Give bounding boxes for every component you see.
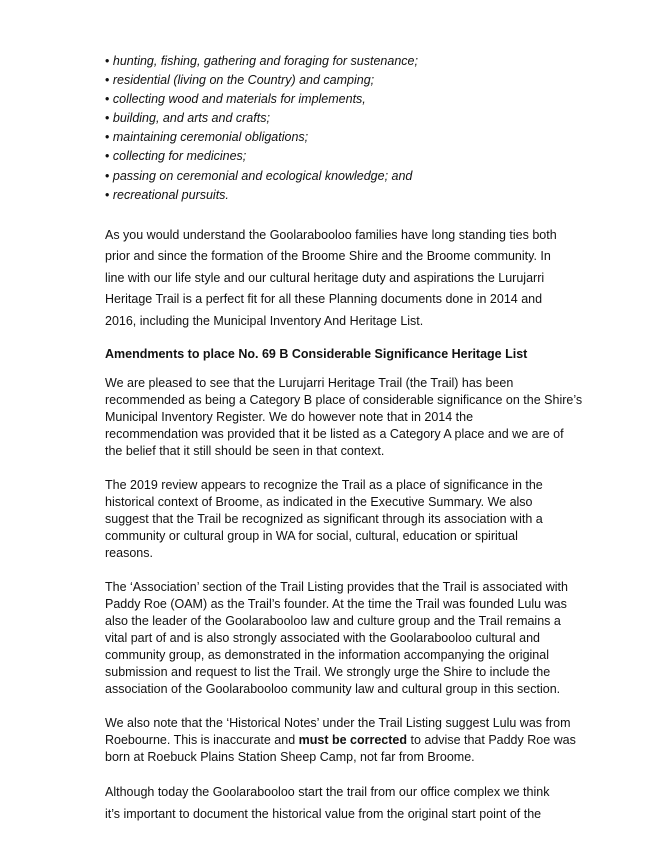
list-item: • hunting, fishing, gathering and foraging for sustenance; (105, 54, 418, 68)
activities-list (105, 52, 605, 205)
list-item: • building, and arts and crafts; (105, 111, 270, 126)
list-item: • collecting wood and materials for implements, (105, 92, 366, 107)
list-item: • residential (living on the Country) and camping; (105, 73, 375, 88)
section-heading: Amendments to place No. 69 B Considerable Significance Heritage List (105, 347, 528, 362)
paragraph-historical-notes: We also note that the ‘Historical Notes’ under the Trail Listing suggest Lulu was from Roebourne. This is inaccurate and must be corrected to advise that Paddy Roe was born at Roebuck Plains Station Sheep Camp, not far from Broome. (105, 716, 576, 765)
paragraph-association: The ‘Association’ section of the Trail Listing provides that the Trail is associated with Paddy Roe (OAM) as the Trail’s founder. At the time the Trail was founded Lulu was also the leader of the Goolarabooloo law and culture group and the Trail remains a vital part of and is also strongly associated with the Goolarabooloo cultural and community group, as demonstrated in the information accompanying the original submission and request to list the Trail. We strongly urge the Shire to include the association of the Goolarabooloo community law and cultural group in this section. (105, 580, 568, 697)
paragraph-start-point: Although today the Goolarabooloo start the trail from our office complex we think it’s important to document the historical value from the original start point of the (105, 785, 550, 821)
list-item: • passing on ceremonial and ecological knowledge; and (105, 168, 413, 183)
list-item: • maintaining ceremonial obligations; (105, 130, 309, 145)
paragraph-category: We are pleased to see that the Lurujarri Heritage Trail (the Trail) has been recommended as being a Category B place of considerable significance on the Shire’s Municipal Inventory Register. We do however note that in 2014 the recommendation was provided that it be listed as a Category A place and we are of the belief that it still should be seen in that context. (105, 376, 583, 459)
emphasis-text: must be corrected (298, 733, 408, 748)
paragraph-family-ties: As you would understand the Goolarabooloo families have long standing ties both prior and since the formation of the Broome Shire and the Broome community. In line with our life style and our cultural heritage duty and aspirations the Lurujarri Heritage Trail is a perfect fit for all these Planning documents done in 2014 and 2016, including the Municipal Inventory And Heritage List. (105, 227, 557, 328)
paragraph-review-2019: The 2019 review appears to recognize the Trail as a place of significance in the historical context of Broome, as indicated in the Executive Summary. We also suggest that the Trail be recognized as significant through its association with a community or cultural group in WA for social, cultural, education or spiritual reasons. (105, 478, 543, 561)
list-item: • recreational pursuits. (105, 187, 229, 202)
list-item: • collecting for medicines; (105, 149, 247, 164)
document-page (105, 52, 605, 825)
